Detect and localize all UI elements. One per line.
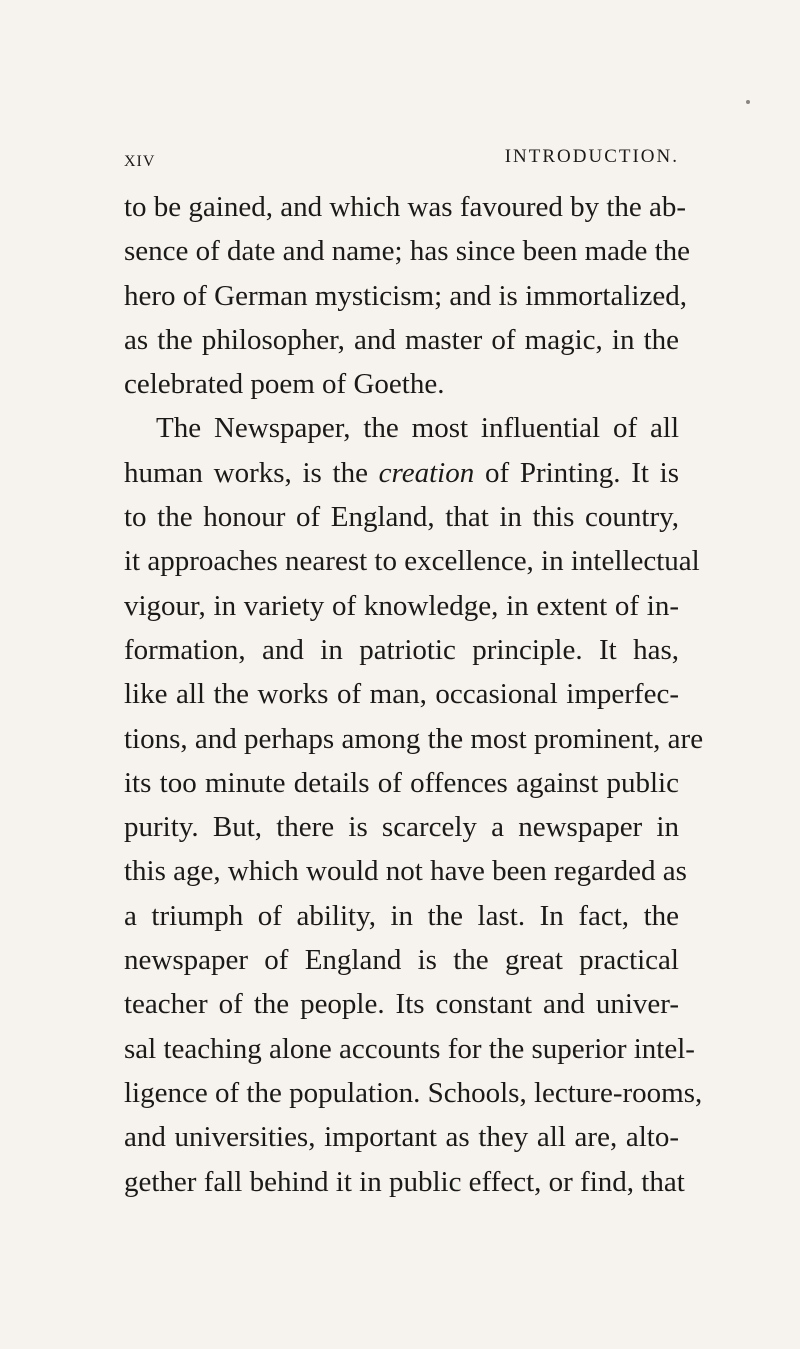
text-line: sal teaching alone accounts for the superior intel- [124,1032,695,1065]
running-head: INTRODUCTION. [504,146,679,167]
text-line: its too minute details of offences against public [124,766,679,799]
text-line: hero of German mysticism; and is immortalized, [124,279,687,312]
text-line: vigour, in variety of knowledge, in extent of in- [124,589,679,622]
text-line: purity. But, there is scarcely a newspaper in [124,811,679,844]
text-line: tions, and perhaps among the most prominent, are [124,722,704,755]
text-line: to be gained, and which was favoured by the ab- [124,191,687,223]
text-line: as the philosopher, and master of magic, in the [124,323,679,356]
text-line: sence of date and name; has since been made the [124,235,691,268]
paper-speck [746,100,750,104]
text-line: teacher of the people. Its constant and univer- [124,988,679,1021]
text-line: The Newspaper, the most influential of all [156,412,679,445]
text-line: celebrated poem of Goethe. [124,368,445,401]
text-line: formation, and in patriotic principle. It has, [124,633,679,666]
text-line: a triumph of ability, in the last. In fact, the [124,899,679,932]
page-number: xiv [124,146,156,171]
text-line: it approaches nearest to excellence, in intellectual [124,545,700,578]
text-line: this age, which would not have been regarded as [124,855,687,888]
text-line: like all the works of man, occasional imperfec- [124,678,679,711]
text-line: to the honour of England, that in this country, [124,501,679,534]
text-line: and universities, important as they all are, alto- [124,1121,679,1154]
page-header [124,146,679,172]
body-text [124,185,704,1204]
text-line: ligence of the population. Schools, lecture-rooms, [124,1076,703,1109]
text-line: newspaper of England is the great practical [124,944,679,977]
text-line: gether fall behind it in public effect, or find, that [124,1165,685,1198]
text-line: human works, is the creation of Printing. It is [124,456,679,489]
